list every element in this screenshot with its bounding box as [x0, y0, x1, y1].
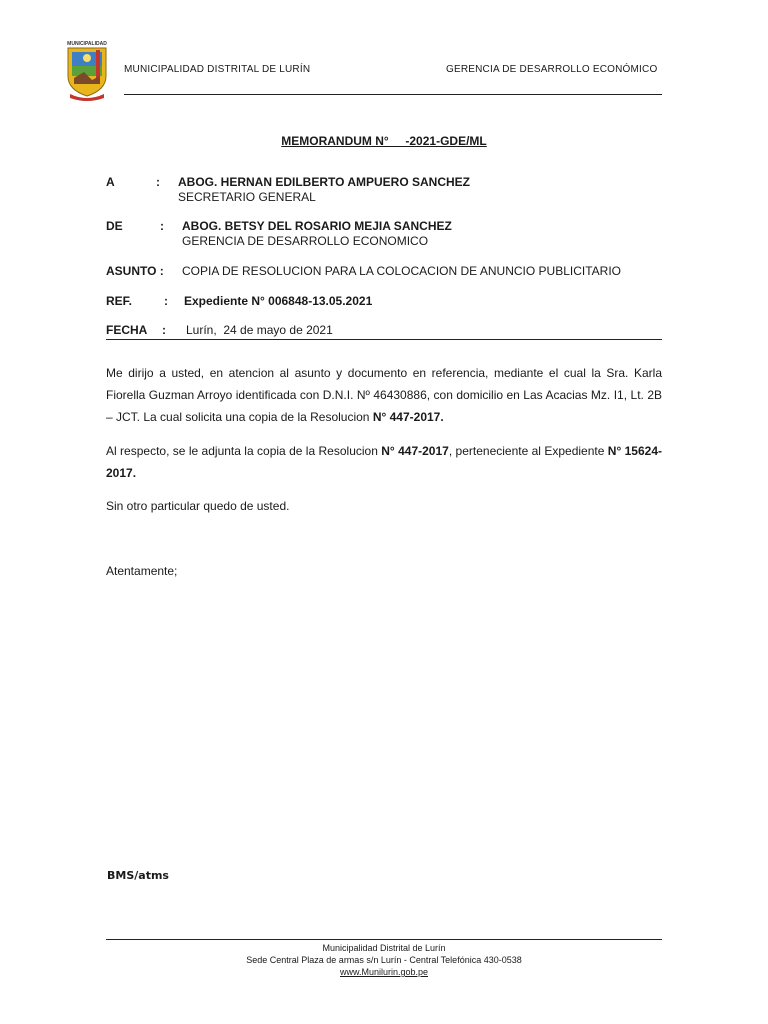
to-colon: :	[156, 175, 160, 189]
to-role: SECRETARIO GENERAL	[178, 190, 316, 204]
footer-address: Sede Central Plaza de armas s/n Lurín - Central Telefónica 430-0538	[246, 955, 522, 965]
date-colon: :	[162, 323, 166, 337]
closing: Atentamente;	[106, 564, 178, 578]
to-label: A	[106, 175, 115, 189]
memo-title: MEMORANDUM N° -2021-GDE/ML	[281, 134, 487, 148]
svg-text:MUNICIPALIDAD: MUNICIPALIDAD	[67, 41, 107, 47]
body-paragraph-1: Me dirijo a usted, en atencion al asunto y documento en referencia, mediante el cual la Sra. Karla Fiorella Guzman Arroyo identificada con D.N.I. Nº 46430886, con domicilio en Las Acacias Mz. I1, Lt. 2B – JCT. La cual solicita una copia de la Resolucion N° 447-2017.	[106, 366, 662, 424]
initials: BMS/atms	[107, 869, 169, 882]
header-divider	[124, 94, 662, 95]
footer-website-link[interactable]: www.Munilurin.gob.pe	[339, 967, 429, 977]
from-name: ABOG. BETSY DEL ROSARIO MEJIA SANCHEZ	[182, 219, 452, 233]
footer-divider	[106, 939, 662, 940]
from-label: DE	[106, 219, 123, 233]
ref-label: REF.	[106, 294, 133, 308]
department-name: GERENCIA DE DESARROLLO ECONÓMICO	[446, 64, 658, 75]
footer-block	[106, 942, 662, 978]
body-paragraph-3: Sin otro particular quedo de usted.	[106, 499, 290, 513]
date-label: FECHA	[106, 323, 148, 337]
to-name: ABOG. HERNAN EDILBERTO AMPUERO SANCHEZ	[178, 175, 471, 189]
from-role: GERENCIA DE DESARROLLO ECONOMICO	[182, 234, 429, 248]
org-name: MUNICIPALIDAD DISTRITAL DE LURÍN	[124, 64, 311, 75]
ref-colon: :	[164, 294, 168, 308]
body-paragraph-2: Al respecto, se le adjunta la copia de la Resolucion N° 447-2017, perteneciente al Expediente N° 15624-2017.	[106, 444, 662, 480]
date-value: Lurín, 24 de mayo de 2021	[186, 323, 333, 337]
from-colon: :	[160, 219, 164, 233]
ref-value: Expediente N° 006848-13.05.2021	[184, 294, 373, 308]
subject-value: COPIA DE RESOLUCION PARA LA COLOCACION DE ANUNCIO PUBLICITARIO	[182, 264, 621, 278]
subject-label: ASUNTO :	[106, 264, 164, 278]
header-block-divider	[106, 339, 662, 340]
municipal-crest-logo	[62, 38, 112, 102]
footer-org: Municipalidad Distrital de Lurín	[322, 943, 446, 953]
